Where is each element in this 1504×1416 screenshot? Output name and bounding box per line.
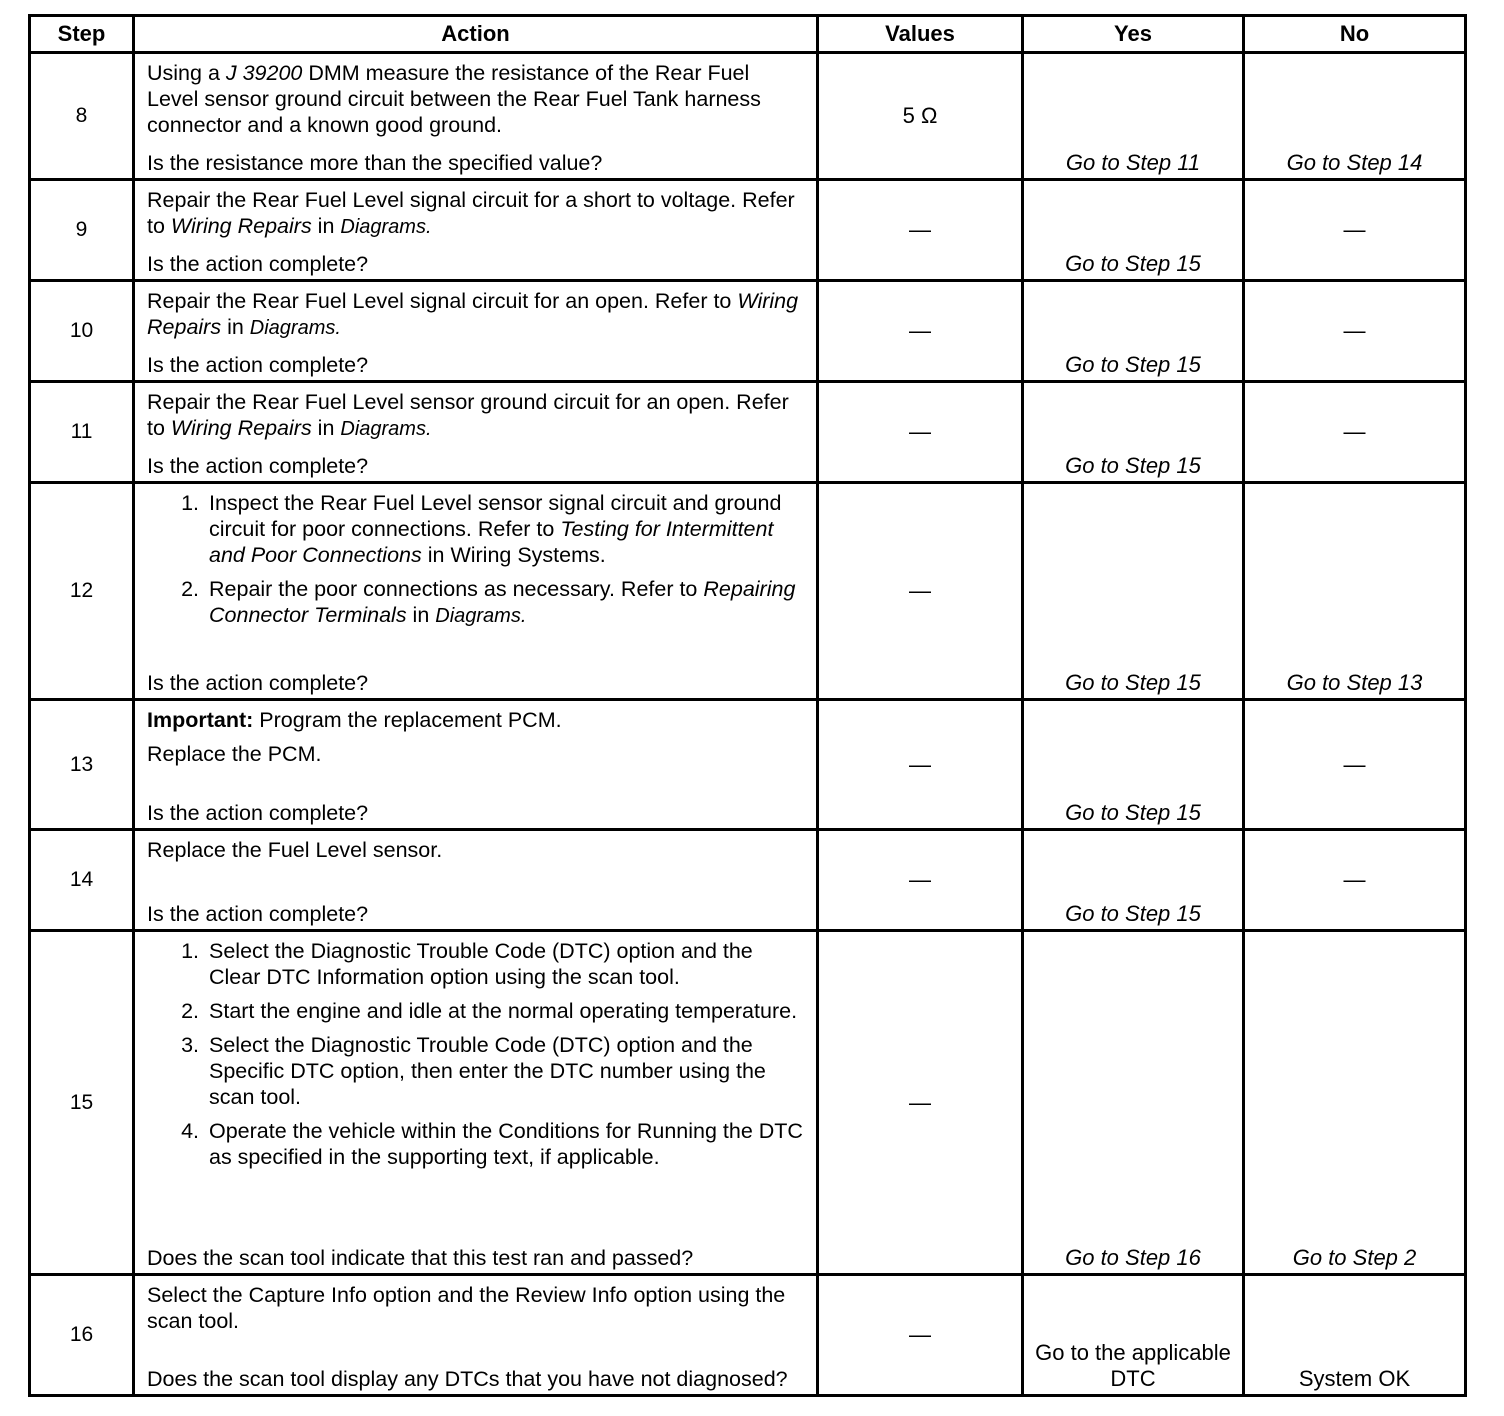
question-text: Is the resistance more than the specified value? — [147, 151, 603, 175]
table-row — [30, 382, 1466, 483]
action-text: Replace the Fuel Level sensor. — [147, 838, 443, 862]
question-text: Is the action complete? — [147, 454, 369, 478]
action-cell — [134, 180, 818, 281]
step-number: 9 — [30, 180, 134, 281]
action-text — [147, 288, 806, 341]
no-cell: — — [1244, 700, 1466, 830]
action-text-part: Repair the Rear Fuel Level signal circuit for an open. Refer to — [147, 289, 738, 313]
value-cell: — — [818, 382, 1023, 483]
action-text-part: Repair the poor connections as necessary. Refer to — [209, 577, 704, 601]
action-cell — [134, 1275, 818, 1396]
value-cell: — — [818, 830, 1023, 931]
important-label: Important: — [147, 708, 254, 732]
step-number: 8 — [30, 53, 134, 180]
action-text-part: DMM measure the resistance of the Rear Fuel Level sensor ground circuit between the Rear Fuel Tank harness connector and a known good ground. — [147, 61, 761, 137]
step-number: 10 — [30, 281, 134, 382]
value-cell: — — [818, 483, 1023, 700]
table-header-row — [30, 16, 1466, 53]
no-cell: — — [1244, 382, 1466, 483]
table-row — [30, 931, 1466, 1275]
list-item: 4. Operate the vehicle within the Conditions for Running the DTC as specified in the supporting text, if applicable. — [205, 1118, 806, 1170]
action-steps-list — [147, 938, 806, 1178]
action-text — [147, 389, 806, 442]
yes-cell: Go to Step 11 — [1023, 53, 1244, 180]
no-cell: — — [1244, 180, 1466, 281]
yes-cell: Go to Step 15 — [1023, 382, 1244, 483]
question-text: Is the action complete? — [147, 353, 369, 377]
action-cell — [134, 483, 818, 700]
action-text-part: Repair the Rear Fuel Level signal circuit for a short to voltage. Refer to — [147, 188, 795, 238]
action-text-part: Repair the Rear Fuel Level sensor ground circuit for an open. Refer to — [147, 390, 789, 440]
yes-cell: Go to Step 15 — [1023, 830, 1244, 931]
action-steps-list — [147, 490, 806, 637]
table-row — [30, 180, 1466, 281]
value-cell: — — [818, 931, 1023, 1275]
yes-cell: Go to Step 15 — [1023, 281, 1244, 382]
reference-link: Diagrams. — [340, 418, 432, 440]
reference-link: Testing for Intermittent and Poor Connections — [209, 517, 774, 567]
list-item — [205, 490, 806, 568]
step-number: 14 — [30, 830, 134, 931]
reference-link: Repairing Connector Terminals — [209, 577, 796, 627]
action-cell — [134, 53, 818, 180]
value-cell: — — [818, 1275, 1023, 1396]
action-text-part: Inspect the Rear Fuel Level sensor signal circuit and ground circuit for poor connections. Refer to — [209, 491, 782, 541]
table-row — [30, 281, 1466, 382]
no-cell: Go to Step 2 — [1244, 931, 1466, 1275]
important-text: Program the replacement PCM. — [253, 708, 562, 732]
list-item: 3. Select the Diagnostic Trouble Code (DTC) option and the Specific DTC option, then enter the DTC number using the scan tool. — [205, 1032, 806, 1110]
reference-link: Diagrams. — [435, 605, 527, 627]
step-number: 16 — [30, 1275, 134, 1396]
yes-cell: Go to Step 15 — [1023, 180, 1244, 281]
header-step: Step — [30, 16, 134, 53]
question-text: Is the action complete? — [147, 671, 369, 695]
header-values: Values — [818, 16, 1023, 53]
action-cell — [134, 931, 818, 1275]
action-text-part: in — [406, 603, 436, 627]
yes-cell: Go to Step 16 — [1023, 931, 1244, 1275]
value-cell: — — [818, 281, 1023, 382]
reference-link: Wiring Repairs — [170, 416, 312, 440]
yes-cell: Go to Step 15 — [1023, 700, 1244, 830]
action-text-part: in — [311, 416, 341, 440]
value-cell: — — [818, 180, 1023, 281]
table-row — [30, 53, 1466, 180]
yes-cell: Go to Step 15 — [1023, 483, 1244, 700]
tool-reference: J 39200 — [225, 61, 303, 85]
no-cell: Go to Step 13 — [1244, 483, 1466, 700]
action-text-part: in Wiring Systems. — [421, 543, 606, 567]
action-text: Select the Capture Info option and the Review Info option using the scan tool. — [147, 1283, 786, 1333]
action-text: Replace the PCM. — [147, 742, 322, 766]
list-item — [205, 576, 806, 629]
action-text-part: in — [221, 315, 250, 339]
action-text — [147, 187, 806, 240]
reference-link: Wiring Repairs — [147, 289, 799, 339]
no-cell: — — [1244, 281, 1466, 382]
no-cell: — — [1244, 830, 1466, 931]
question-text: Does the scan tool indicate that this test ran and passed? — [147, 1246, 694, 1270]
yes-cell: Go to the applicable DTC — [1023, 1275, 1244, 1396]
step-number: 11 — [30, 382, 134, 483]
step-number: 12 — [30, 483, 134, 700]
question-text: Is the action complete? — [147, 902, 369, 926]
header-action: Action — [134, 16, 818, 53]
no-cell: System OK — [1244, 1275, 1466, 1396]
reference-link: Wiring Repairs — [170, 214, 312, 238]
action-text-part: in — [311, 214, 341, 238]
diagnostic-steps-table — [28, 14, 1467, 1397]
list-item: 1. Select the Diagnostic Trouble Code (DTC) option and the Clear DTC Information option using the scan tool. — [205, 938, 806, 990]
value-cell: 5 Ω — [818, 53, 1023, 180]
reference-link: Diagrams. — [340, 216, 432, 238]
list-item: 2. Start the engine and idle at the normal operating temperature. — [205, 998, 806, 1024]
table-row — [30, 700, 1466, 830]
table-row — [30, 483, 1466, 700]
value-cell: — — [818, 700, 1023, 830]
step-number: 15 — [30, 931, 134, 1275]
action-cell — [134, 700, 818, 830]
table-row — [30, 1275, 1466, 1396]
diagnostic-table-document — [28, 14, 1464, 1397]
header-no: No — [1244, 16, 1466, 53]
action-text-part: Using a — [147, 61, 226, 85]
question-text: Is the action complete? — [147, 252, 369, 276]
action-cell — [134, 281, 818, 382]
action-cell — [134, 830, 818, 931]
question-text: Is the action complete? — [147, 801, 369, 825]
header-yes: Yes — [1023, 16, 1244, 53]
action-text — [147, 60, 806, 138]
no-cell: Go to Step 14 — [1244, 53, 1466, 180]
action-cell — [134, 382, 818, 483]
step-number: 13 — [30, 700, 134, 830]
reference-link: Diagrams. — [249, 317, 341, 339]
important-note — [147, 707, 806, 733]
table-row — [30, 830, 1466, 931]
question-text: Does the scan tool display any DTCs that you have not diagnosed? — [147, 1367, 788, 1391]
